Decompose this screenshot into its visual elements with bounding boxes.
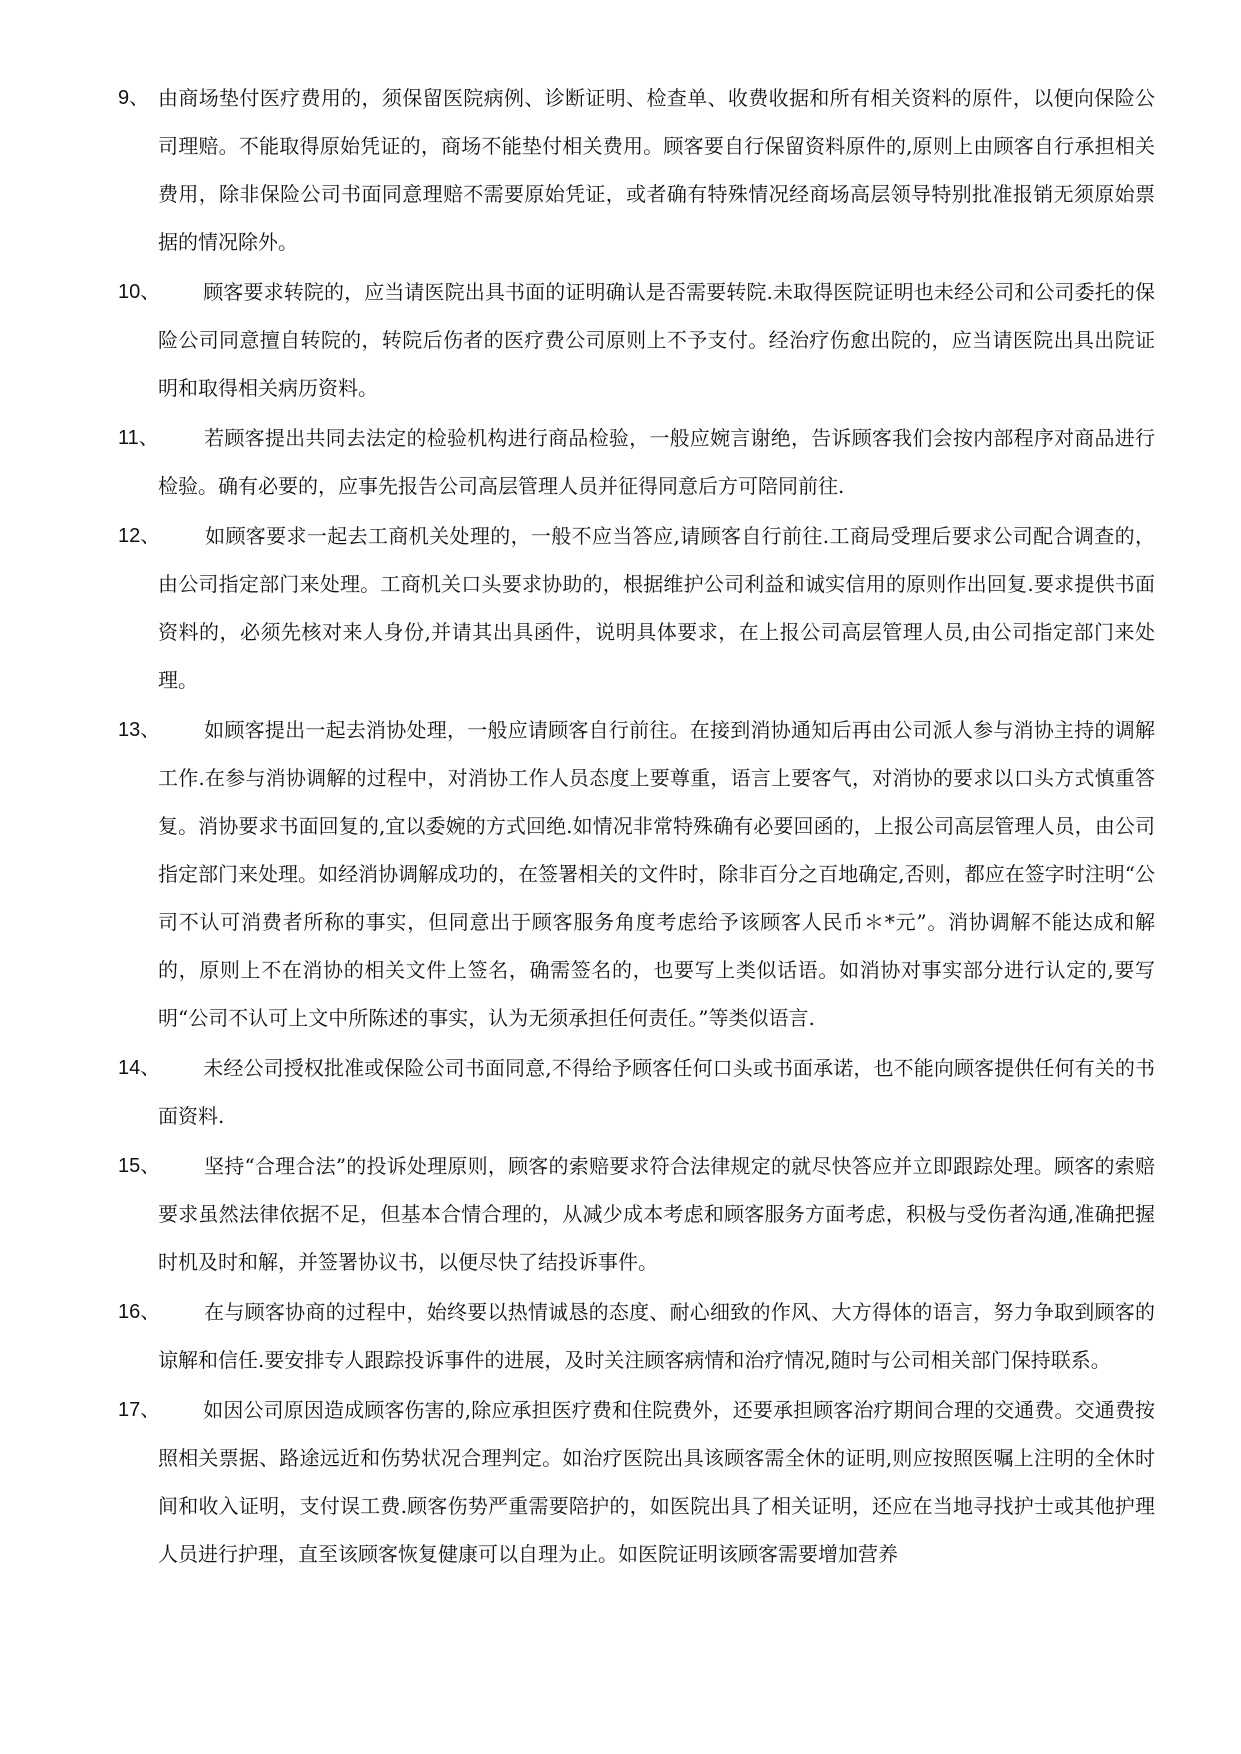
list-item [112, 706, 1155, 1042]
item-text: 未经公司授权批准或保险公司书面同意,不得给予顾客任何口头或书面承诺，也不能向顾客提供任何有关的书面资料. [158, 1056, 1155, 1128]
item-text: 如顾客提出一起去消协处理，一般应请顾客自行前往。在接到消协通知后再由公司派人参与消协主持的调解工作.在参与消协调解的过程中，对消协工作人员态度上要尊重，语言上要客气，对消协的要求以口头方式慎重答复。消协要求书面回复的,宜以委婉的方式回绝.如情况非常特殊确有必要回函的，上报公司高层管理人员，由公司指定部门来处理。如经消协调解成功的，在签署相关的文件时，除非百分之百地确定,否则，都应在签字时注明“公司不认可消费者所称的事实，但同意出于顾客服务角度考虑给予该顾客人民币＊*元”。消协调解不能达成和解的，原则上不在消协的相关文件上签名，确需签名的，也要写上类似话语。如消协对事实部分进行认定的,要写明“公司不认可上文中所陈述的事实，认为无须承担任何责任。”等类似语言. [158, 718, 1155, 1030]
item-number: 10、 [118, 281, 161, 303]
list-item [112, 1044, 1155, 1140]
list-item [112, 1288, 1155, 1384]
item-text: 坚持“合理合法”的投诉处理原则，顾客的索赔要求符合法律规定的就尽快答应并立即跟踪处理。顾客的索赔要求虽然法律依据不足，但基本合情合理的，从减少成本考虑和顾客服务方面考虑，积极与受伤者沟通,准确把握时机及时和解，并签署协议书，以便尽快了结投诉事件。 [158, 1154, 1155, 1274]
item-number: 14、 [118, 1057, 161, 1079]
item-text: 由商场垫付医疗费用的，须保留医院病例、诊断证明、检查单、收费收据和所有相关资料的原件，以便向保险公司理赔。不能取得原始凭证的，商场不能垫付相关费用。顾客要自行保留资料原件的,原则上由顾客自行承担相关费用，除非保险公司书面同意理赔不需要原始凭证，或者确有特殊情况经商场高层领导特别批准报销无须原始票据的情况除外。 [158, 86, 1155, 254]
item-number: 12、 [118, 525, 161, 547]
item-number: 16、 [118, 1301, 161, 1323]
list-item [112, 414, 1155, 510]
item-number: 9、 [118, 87, 150, 109]
list-item [112, 1386, 1155, 1578]
item-text: 如顾客要求一起去工商机关处理的，一般不应当答应,请顾客自行前往.工商局受理后要求公司配合调查的，由公司指定部门来处理。工商机关口头要求协助的，根据维护公司利益和诚实信用的原则作出回复.要求提供书面资料的，必须先核对来人身份,并请其出具函件，说明具体要求，在上报公司高层管理人员,由公司指定部门来处理。 [158, 524, 1155, 692]
list-item [112, 268, 1155, 412]
item-number: 15、 [118, 1155, 161, 1177]
list-item [112, 1142, 1155, 1286]
item-number: 17、 [118, 1399, 161, 1421]
item-text: 顾客要求转院的，应当请医院出具书面的证明确认是否需要转院.未取得医院证明也未经公司和公司委托的保险公司同意擅自转院的，转院后伤者的医疗费公司原则上不予支付。经治疗伤愈出院的，应当请医院出具出院证明和取得相关病历资料。 [158, 280, 1155, 400]
list-item [112, 74, 1155, 266]
item-text: 若顾客提出共同去法定的检验机构进行商品检验，一般应婉言谢绝，告诉顾客我们会按内部程序对商品进行检验。确有必要的，应事先报告公司高层管理人员并征得同意后方可陪同前往. [158, 426, 1155, 498]
item-text: 如因公司原因造成顾客伤害的,除应承担医疗费和住院费外，还要承担顾客治疗期间合理的交通费。交通费按照相关票据、路途远近和伤势状况合理判定。如治疗医院出具该顾客需全休的证明,则应按照医嘱上注明的全休时间和收入证明，支付误工费.顾客伤势严重需要陪护的，如医院出具了相关证明，还应在当地寻找护士或其他护理人员进行护理，直至该顾客恢复健康可以自理为止。如医院证明该顾客需要增加营养 [158, 1398, 1155, 1566]
item-number: 13、 [118, 719, 161, 741]
item-text: 在与顾客协商的过程中，始终要以热情诚恳的态度、耐心细致的作风、大方得体的语言，努力争取到顾客的谅解和信任.要安排专人跟踪投诉事件的进展，及时关注顾客病情和治疗情况,随时与公司相关部门保持联系。 [158, 1300, 1155, 1372]
list-item [112, 512, 1155, 704]
item-number: 11、 [118, 427, 159, 449]
